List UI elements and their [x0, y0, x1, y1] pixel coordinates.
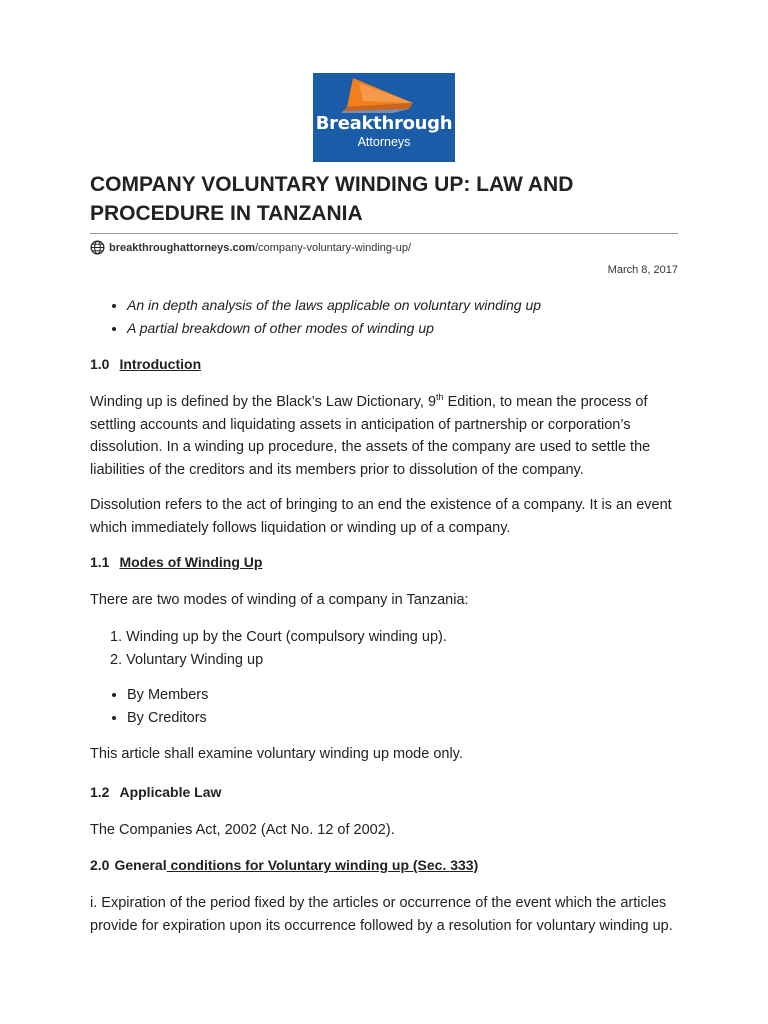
voluntary-type-item: • By Creditors — [127, 707, 208, 730]
section-number: 1.0 — [90, 356, 110, 372]
logo-sub-text: Attorneys — [357, 135, 411, 149]
paragraph-text: Winding up is defined by the Black’s Law Dictionary, 9 — [90, 394, 437, 410]
section-heading-modes — [90, 554, 262, 570]
section-heading-law — [90, 784, 221, 800]
source-domain: breakthroughattorneys.com — [109, 241, 256, 254]
mode-item: 2. Voluntary Winding up — [110, 651, 264, 668]
source-path: /company-voluntary-winding-up/ — [255, 241, 412, 254]
paragraph-definition — [90, 391, 678, 481]
section-title: Applicable Law — [119, 784, 222, 800]
paragraph-modes-intro: There are two modes of winding of a company in Tanzania: — [90, 592, 469, 608]
paragraph-text: Edition, to mean the process of settling accounts and liquidating assets in anticipation of partnership or corporation’s dissolution. In a winding up procedure, the assets of the company are used to settle the liabilities of the creditors and its members prior to dissolution of the company. — [90, 394, 651, 478]
publish-date: March 8, 2017 — [607, 264, 678, 276]
section-number: 1.2 — [90, 784, 110, 800]
paragraph-scope: This article shall examine voluntary winding up mode only. — [90, 746, 463, 762]
paragraph-condition-i: i. Expiration of the period fixed by the articles or occurrence of the event which the articles provide for expiration upon its occurrence followed by a resolution for voluntary winding up. — [90, 895, 673, 934]
source-link[interactable] — [90, 240, 411, 255]
section-prefix: General — [114, 857, 167, 873]
page-title: COMPANY VOLUNTARY WINDING UP: LAW AND PROCEDURE IN TANZANIA — [90, 173, 574, 225]
superscript: th — [436, 392, 444, 403]
logo-brand-text: Breakthrough — [315, 113, 453, 134]
intro-bullet: • An in depth analysis of the laws applicable on voluntary winding up — [127, 294, 541, 317]
section-title: Modes of Winding Up — [119, 554, 263, 570]
brand-logo[interactable] — [313, 73, 455, 162]
section-title: conditions for Voluntary winding up (Sec. 333) — [166, 857, 479, 873]
section-number: 2.0 — [90, 857, 110, 873]
paragraph-companies-act: The Companies Act, 2002 (Act No. 12 of 2002). — [90, 822, 395, 838]
voluntary-type-item: • By Members — [127, 684, 208, 707]
modes-list — [90, 626, 447, 671]
section-heading-intro — [90, 356, 201, 372]
intro-bullet: • A partial breakdown of other modes of winding up — [127, 317, 541, 340]
paragraph-dissolution: Dissolution refers to the act of bringing to an end the existence of a company. It is an event which immediately follows liquidation or winding up of a company. — [90, 497, 672, 536]
section-title: Introduction — [119, 356, 202, 372]
mode-item: 1. Winding up by the Court (compulsory winding up). — [110, 629, 447, 645]
globe-icon — [90, 240, 105, 255]
intro-bullet-list — [90, 294, 541, 340]
section-heading-conditions — [90, 857, 478, 873]
title-divider — [90, 233, 678, 234]
section-number: 1.1 — [90, 554, 110, 570]
voluntary-types-list — [90, 684, 208, 730]
